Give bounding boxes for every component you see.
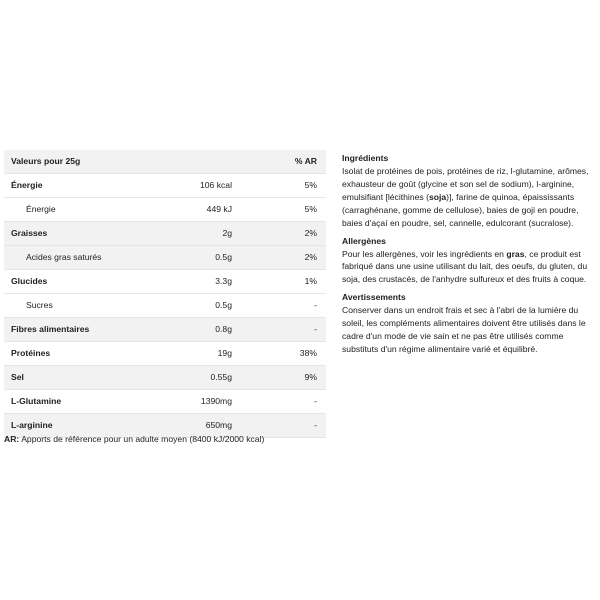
nutrient-name: Énergie <box>26 204 56 214</box>
nutrient-ar: 5% <box>304 204 317 214</box>
nutrient-ar: - <box>314 396 317 406</box>
nutrient-ar: 38% <box>299 348 317 358</box>
allergens-text-part: Pour les allergènes, voir les ingrédients en <box>342 248 507 259</box>
nutrient-quantity: 3.3g <box>215 276 232 286</box>
table-row <box>4 366 326 390</box>
nutrient-name: Énergie <box>11 180 43 190</box>
nutrient-name: Protéines <box>11 348 51 358</box>
nutrient-name: L-arginine <box>11 420 53 430</box>
footnote-text: Apports de référence pour un adulte moyen (8400 kJ/2000 kcal) <box>19 434 265 444</box>
table-row <box>4 294 326 318</box>
nutrient-ar: 9% <box>304 372 317 382</box>
nutrient-name: Sel <box>11 372 24 382</box>
table-header <box>4 150 326 174</box>
nutrient-quantity: 0.55g <box>210 372 232 382</box>
nutrient-name: Fibres alimentaires <box>11 324 90 334</box>
allergens-text-part: , ce produit est fabriqué dans une usine utilisant du lait, des oeufs, du gluten, du soja, des crustacés, de l'anhydre sulfureux et des fruits à coque. <box>342 248 588 285</box>
ingredients-text-part: Isolat de protéines de pois, protéines de riz, l-glutamine, arômes, exhausteur de goût (glycine et son sel de sodium), l-arginine, emulsifiant [lécithines ( <box>342 166 589 202</box>
table-row <box>4 246 326 270</box>
ingredients-allergen: soja <box>428 191 447 202</box>
nutrition-table <box>4 150 326 438</box>
nutrient-ar: 1% <box>304 276 317 286</box>
nutrient-ar: 2% <box>304 228 317 238</box>
table-row <box>4 270 326 294</box>
warnings-title: Avertissements <box>342 292 406 303</box>
table-row <box>4 342 326 366</box>
table-row <box>4 318 326 342</box>
nutrient-quantity: 449 kJ <box>206 204 232 214</box>
table-row <box>4 198 326 222</box>
ingredients-text <box>342 165 598 230</box>
nutrient-ar: - <box>314 420 317 430</box>
nutrient-ar: - <box>314 324 317 334</box>
footnote-label: AR: <box>4 434 20 444</box>
warnings-text: Conserver dans un endroit frais et sec à l'abri de la lumière du soleil, les compléments alimentaires doivent être utilisés dans le cadre d'un mode de vie sain et ne pas être utilisés comme substituts d'un régime alimentaire varié et équilibré. <box>342 305 586 354</box>
nutrient-quantity: 0.5g <box>215 300 232 310</box>
nutrient-quantity: 19g <box>217 348 232 358</box>
table-row <box>4 174 326 198</box>
nutrient-ar: - <box>314 300 317 310</box>
nutrient-ar: 2% <box>304 252 317 262</box>
ingredients-title: Ingrédients <box>342 153 389 163</box>
nutrient-quantity: 0.5g <box>215 252 232 262</box>
nutrient-name: Glucides <box>11 276 48 286</box>
table-row <box>4 390 326 414</box>
header-label: Valeurs pour 25g <box>11 156 81 166</box>
nutrient-name: Sucres <box>26 300 53 310</box>
nutrient-name: L-Glutamine <box>11 396 62 406</box>
nutrient-quantity: 1390mg <box>200 396 232 406</box>
ingredients-text-part: )], farine de quinoa, épaississants (carraghénane, gomme de cellulose), baies de goji en poudre, baies d'açaí en poudre, sel, cannelle, edulcorant (sucralose). <box>342 191 579 228</box>
nutrient-quantity: 2g <box>222 228 232 238</box>
allergens-text <box>342 248 598 287</box>
nutrient-ar: 5% <box>304 180 317 190</box>
table-row <box>4 222 326 246</box>
footnote <box>4 434 264 444</box>
allergens-title: Allergènes <box>342 235 386 246</box>
header-ar: % AR <box>294 156 317 166</box>
allergens-bold-word: gras <box>506 248 525 259</box>
product-info <box>342 152 598 361</box>
nutrient-name: Graisses <box>11 228 48 238</box>
nutrient-quantity: 106 kcal <box>199 180 232 190</box>
nutrient-name: Acides gras saturés <box>26 252 102 262</box>
nutrient-quantity: 650mg <box>205 420 232 430</box>
nutrient-quantity: 0.8g <box>215 324 232 334</box>
